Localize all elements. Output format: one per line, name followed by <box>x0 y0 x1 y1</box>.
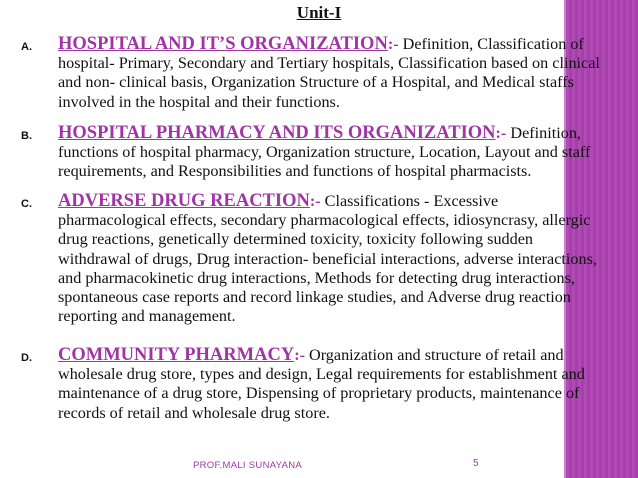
item-separator: :- <box>294 346 305 364</box>
slide-title: Unit-I <box>296 3 342 22</box>
item-text <box>58 192 606 326</box>
item-marker: A. <box>21 41 32 53</box>
item-body: Classifications - Excessive pharmacological effects, secondary pharmacological effects, idiosyncrasy, allergic drug reactions, genetically determined toxicity, toxicity following sudden withdrawal of drugs, Drug interaction- beneficial interactions, adverse interactions, and pharmacokinetic drug interactions, Methods for detecting drug interactions, spontaneous case reports and record linkage studies, and Adverse drug reaction reporting and management. <box>58 192 597 326</box>
page-number: 5 <box>473 458 479 469</box>
item-separator: :- <box>387 35 399 53</box>
item-heading: HOSPITAL AND IT’S ORGANIZATION <box>58 34 388 54</box>
item-marker: B. <box>21 130 32 142</box>
item-heading: COMMUNITY PHARMACY <box>58 345 295 365</box>
item-body: Definition, Classification of hospital- Primary, Secondary and Tertiary hospitals, Classification based on clinical and non- clinical basis, Organization Structure of a Hospital, and Medical staffs involved in the hospital and their functions. <box>58 35 600 111</box>
item-text <box>58 346 606 423</box>
item-heading: HOSPITAL PHARMACY AND ITS ORGANIZATION <box>58 123 496 143</box>
item-body: Definition, functions of hospital pharmacy, Organization structure, Location, Layout and staff requirements, and Responsibilities and functions of hospital pharmacists. <box>58 124 591 181</box>
item-separator: :- <box>495 124 507 142</box>
item-marker: D. <box>21 352 32 364</box>
item-heading: ADVERSE DRUG REACTION <box>58 191 310 211</box>
footer-author: PROF.MALI SUNAYANA <box>193 460 303 471</box>
item-text <box>58 124 606 182</box>
item-separator: :- <box>309 192 321 210</box>
item-body: Organization and structure of retail and wholesale drug store, types and design, Legal requirements for establishment and maintenance of a drug store, Dispensing of proprietary products, maintenance of records of retail and wholesale drug store. <box>58 346 585 422</box>
item-marker: C. <box>21 198 32 210</box>
item-text <box>58 35 606 112</box>
